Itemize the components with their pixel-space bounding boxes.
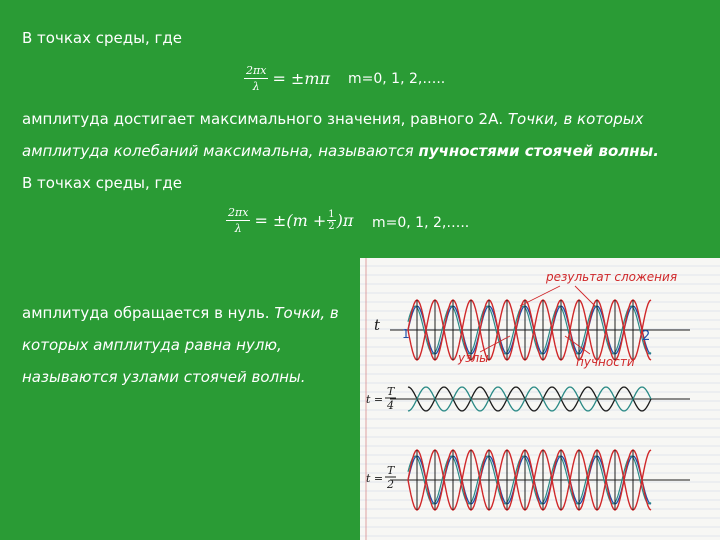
wave-curves (390, 286, 690, 510)
svg-text:t =: t = (366, 472, 384, 485)
antinode-sentence-line2: амплитуда колебаний максимальна, называются пучностями стоячей волны. (22, 142, 659, 160)
formula-fraction: $\frac{2\pi x}{\lambda}$ (228, 206, 249, 235)
formula-fraction: $\frac{2\pi x}{\lambda}$ (246, 64, 267, 93)
node-formula: $\frac{2\pi x}{\lambda}$ = ±(m + $\frac{1}{2}$ )π (228, 206, 354, 235)
antinodes-label: пучности (576, 355, 635, 369)
intro-text-1: В точках среды, где (22, 29, 182, 47)
half-fraction: $\frac{1}{2}$ (328, 209, 335, 232)
node-term: узлами стоячей волны. (122, 368, 306, 386)
wave2-label: 2 (642, 329, 651, 344)
result-label: результат сложения (546, 270, 678, 284)
node-sentence-line2: которых амплитуда равна нулю, (22, 336, 282, 354)
antinode-sentence-line1: амплитуда достигает максимального значения, равного 2А. Точки, в которых (22, 110, 644, 128)
svg-text:T: T (387, 385, 395, 398)
time-label-row2 (366, 385, 396, 412)
intro-text-2: В точках среды, где (22, 174, 182, 192)
standing-wave-figure (360, 258, 720, 540)
wave1-label: 1 (402, 327, 410, 341)
m-values-1: m=0, 1, 2,….. (348, 71, 446, 87)
antinode-formula: $\frac{2\pi x}{\lambda}$ = ±mπ (246, 64, 331, 93)
nodes-label: узлы (458, 351, 489, 365)
svg-text:2: 2 (387, 478, 394, 491)
svg-text:4: 4 (387, 399, 394, 412)
time-label-row1: t (374, 316, 381, 334)
time-label-row3 (366, 464, 396, 491)
label-pointer (480, 336, 510, 352)
standing-wave-drawing (360, 258, 720, 540)
svg-text:T: T (387, 464, 395, 477)
svg-text:t =: t = (366, 393, 384, 406)
label-pointer (575, 286, 595, 306)
m-values-2: m=0, 1, 2,….. (372, 215, 470, 231)
node-sentence-line1: амплитуда обращается в нуль. Точки, в (22, 304, 339, 322)
antinode-term: пучностями стоячей волны. (418, 142, 659, 160)
node-sentence-line3: называются узлами стоячей волны. (22, 368, 306, 386)
